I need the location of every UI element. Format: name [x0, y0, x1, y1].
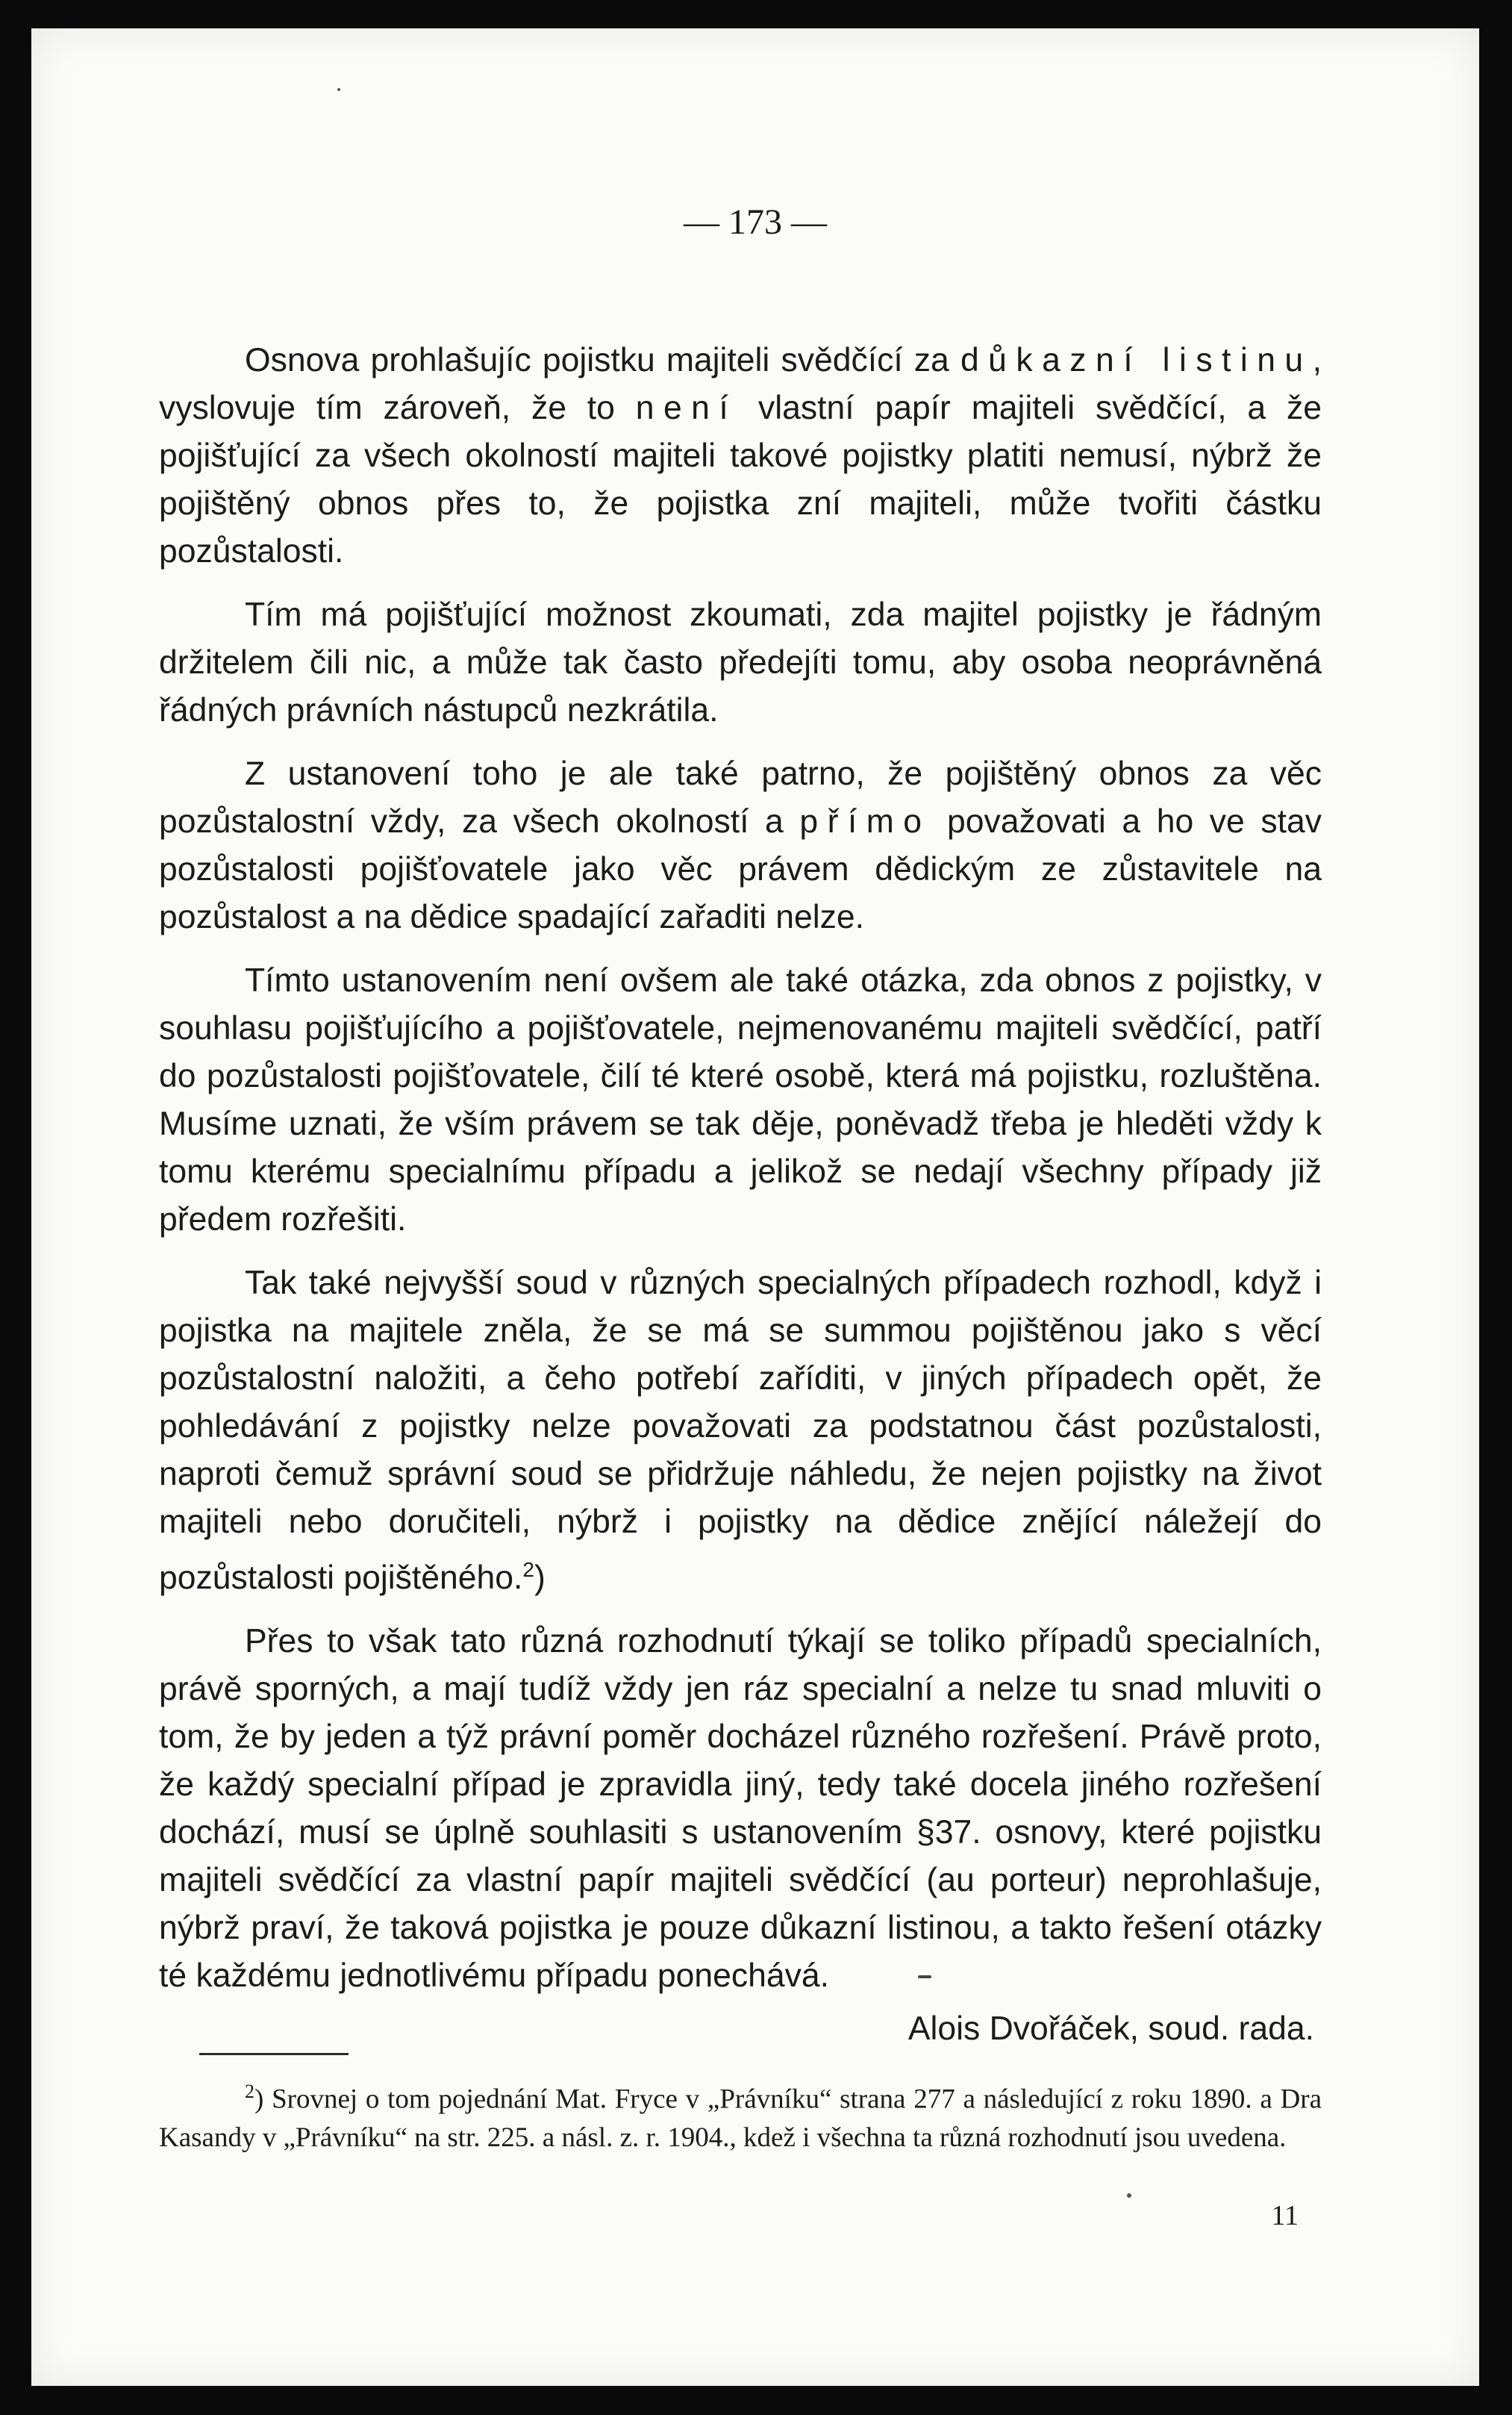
paragraph-6: Přes to však tato různá rozhodnutí týkají se toliko případů specialních, právě sporných, a mají tudíž vždy jen ráz specialní a nelze tu snad mluviti o tom, že by jeden a týž právní poměr docházel různého rozřešení. Právě proto, že každý specialní případ je zpravidla jiný, tedy také docela jiného rozřešení dochází, musí se úplně souhlasiti s ustanovením §37. osnovy, které pojistku majiteli svědčící za vlastní papír majiteli svědčící (au porteur) neprohlašuje, nýbrž praví, že taková pojistka je pouze důkazní listinou, a takto řešení otázky té každému jednotlivému případu ponechává. — [159, 1622, 1322, 1994]
paragraph-3 — [159, 750, 1322, 941]
footnote — [159, 2072, 1322, 2157]
paragraph-5-text-end: ) — [534, 1559, 546, 1596]
paragraph-1-text-a: Osnova prohlašujíc pojistku majiteli svědčící za — [245, 342, 960, 378]
footnote-mark: 2 — [245, 2081, 254, 2102]
paper-speck — [1127, 2193, 1131, 2198]
paragraph-1-spaced-a: důkazní listinu — [960, 342, 1313, 378]
paragraph-3-spaced: přímo — [799, 803, 931, 840]
author-signature: Alois Dvořáček, soud. rada. — [907, 2010, 1314, 2047]
paragraph-4: Tímto ustanovením není ovšem ale také otázka, zda obnos z pojistky, v souhlasu pojišťujícího a pojišťovatele, nejmenovanému majiteli svědčící, patří do pozůstalosti pojišťovatele, čilí té které osobě, která má pojistku, rozluštěna. Musíme uznati, že vším právem se tak děje, poněvadž třeba je hleděti vždy k tomu kterému specialnímu případu a jelikož se nedají všechny případy již předem rozřešiti. — [159, 962, 1322, 1238]
separator-mark — [918, 1975, 931, 1978]
footnote-text: ) Srovnej o tom pojednání Mat. Fryce v „Právníku“ strana 277 a následující z roku 1890. a Dra Kasandy v „Právníku“ na str. 225. a násl. z. r. 1904., kdež i všechna ta různá rozhodnutí jsou uvedena. — [159, 2084, 1322, 2154]
paragraph-5-text: Tak také nejvyšší soud v různých specialných případech rozhodl, když i pojistka na majitele zněla, že se má se summou pojištěnou jako s věcí pozůstalostní naložiti, a čeho potřebí zaříditi, v jiných případech opět, že pohledávání z pojistky nelze považovati za podstatnou část pozůstalosti, naproti čemuž správní soud se přidržuje náhledu, že nejen pojistky na život majiteli nebo doručiteli, nýbrž i pojistky na dědice znějící náležejí do pozůstalosti pojištěného. — [159, 1265, 1322, 1596]
paragraph-2: Tím má pojišťující možnost zkoumati, zda majitel pojistky je řádným držitelem čili nic, a může tak často předejíti tomu, aby osoba neoprávněná řádných právních nástupců nezkrátila. — [159, 596, 1322, 729]
body-text — [159, 337, 1322, 2053]
paragraph-1 — [159, 337, 1322, 576]
page-header: — 173 — — [684, 202, 827, 242]
footnote-rule — [199, 2053, 349, 2055]
paragraph-3-text-b: považovati a ho ve stav pozůstalosti pojišťovatele jako věc právem dědickým ze zůstavitele na pozůstalost a na dědice spadající zařaditi nelze. — [159, 803, 1322, 935]
paper-speck — [337, 88, 340, 91]
paragraph-1-text-b: , vyslovuje tím zároveň, že to — [159, 342, 1322, 426]
paragraph-5 — [159, 1259, 1322, 1602]
paper-sheet — [31, 28, 1479, 2386]
footnote-paragraph — [159, 2072, 1322, 2157]
footnote-reference: 2 — [522, 1558, 534, 1581]
signature-number: 11 — [1271, 2200, 1299, 2231]
paragraph-1-text-c: vlastní papír majiteli svědčící, a že pojišťující za všech okolností majiteli takové pojistky platiti nemusí, nýbrž že pojištěný obnos přes to, že pojistka zní majiteli, může tvořiti částku pozůstalosti. — [159, 390, 1322, 570]
paragraph-1-spaced-b: není — [635, 390, 738, 426]
paragraph-3-text-a: Z ustanovení toho je ale také patrno, že pojištěný obnos za věc pozůstalostní vždy, za všech okolností a — [159, 755, 1322, 840]
